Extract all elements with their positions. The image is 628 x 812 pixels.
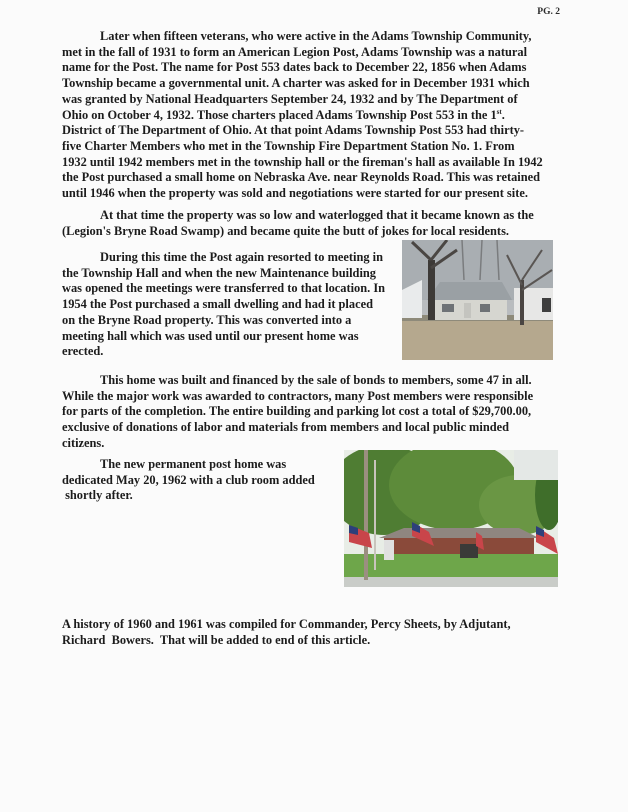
superscript: st: [496, 107, 502, 116]
text-line: erected.: [62, 344, 104, 359]
text-line: 1932 until 1942 members met in the township hall or the fireman's hall as available In 1942: [62, 154, 543, 169]
text-line: met in the fall of 1931 to form an American Legion Post, Adams Township was a natural: [62, 44, 528, 59]
text-line: meeting hall which was used until our present home was: [62, 328, 359, 343]
paragraph-township-hall: [62, 250, 385, 360]
text-line: the Post purchased a small home on Nebraska Ave. near Reynolds Road. This was retained: [62, 170, 540, 185]
text-line: Richard Bowers. That will be added to end of this article.: [62, 632, 371, 647]
photo-old-meeting-hall: [402, 240, 553, 360]
text-line: five Charter Members who met in the Township Fire Department Station No. 1. From: [62, 138, 515, 153]
text-line: citizens.: [62, 435, 105, 450]
text-line: While the major work was awarded to contractors, many Post members were responsible: [62, 388, 534, 403]
text-line: was granted by National Headquarters September 24, 1932 and by The Department of: [62, 91, 518, 106]
text-fragment: .: [501, 107, 505, 122]
text-line: shortly after.: [62, 488, 133, 503]
page-number: PG. 2: [537, 7, 560, 17]
text-line: District of The Department of Ohio. At that point Adams Township Post 553 had thirty-: [62, 123, 525, 138]
text-line: The new permanent post home was: [100, 457, 287, 471]
text-line: 1954 the Post purchased a small dwelling and had it placed: [62, 297, 373, 312]
text-line: (Legion's Bryne Road Swamp) and became quite the butt of jokes for local residents.: [62, 223, 509, 238]
text-line: the Township Hall and when the new Maintenance building: [62, 265, 376, 280]
text-line: At that time the property was so low and waterlogged that it became known as the: [100, 208, 534, 222]
text-line: This home was built and financed by the sale of bonds to members, some 47 in all.: [100, 373, 532, 387]
text-line: until 1946 when the property was sold and negotiations were started for our present site.: [62, 186, 528, 201]
text-line: for parts of the completion. The entire building and parking lot cost a total of $29,700.00,: [62, 404, 532, 419]
post-home-photo-graphic: [344, 450, 558, 587]
paragraph-financing: [62, 373, 533, 452]
text-line: on the Bryne Road property. This was converted into a: [62, 312, 352, 327]
paragraph-closing-note: [62, 617, 511, 648]
text-line: exclusive of donations of labor and materials from members and local public minded: [62, 420, 509, 435]
text-fragment: Ohio on October 4, 1932. Those charters placed Adams Township Post 553 in the 1: [62, 107, 497, 122]
text-line: During this time the Post again resorted to meeting in: [100, 250, 384, 264]
paragraph-history-founding: [62, 29, 543, 202]
paragraph-swamp: [62, 208, 534, 239]
paragraph-dedication: [62, 457, 315, 504]
photo-new-post-home: [344, 450, 558, 587]
text-line: Later when fifteen veterans, who were active in the Adams Township Community,: [100, 29, 532, 43]
text-line: was opened the meetings were transferred to that location. In: [62, 281, 386, 296]
house-photo-graphic: [402, 240, 553, 360]
text-line: dedicated May 20, 1962 with a club room added: [62, 472, 315, 487]
text-line: A history of 1960 and 1961 was compiled for Commander, Percy Sheets, by Adjutant,: [62, 617, 511, 631]
text-line: name for the Post. The name for Post 553 dates back to December 22, 1856 when Adams: [62, 60, 527, 75]
text-line: Township became a governmental unit. A charter was asked for in December 1931 which: [62, 76, 530, 91]
text-line-with-superscript: [62, 108, 543, 124]
